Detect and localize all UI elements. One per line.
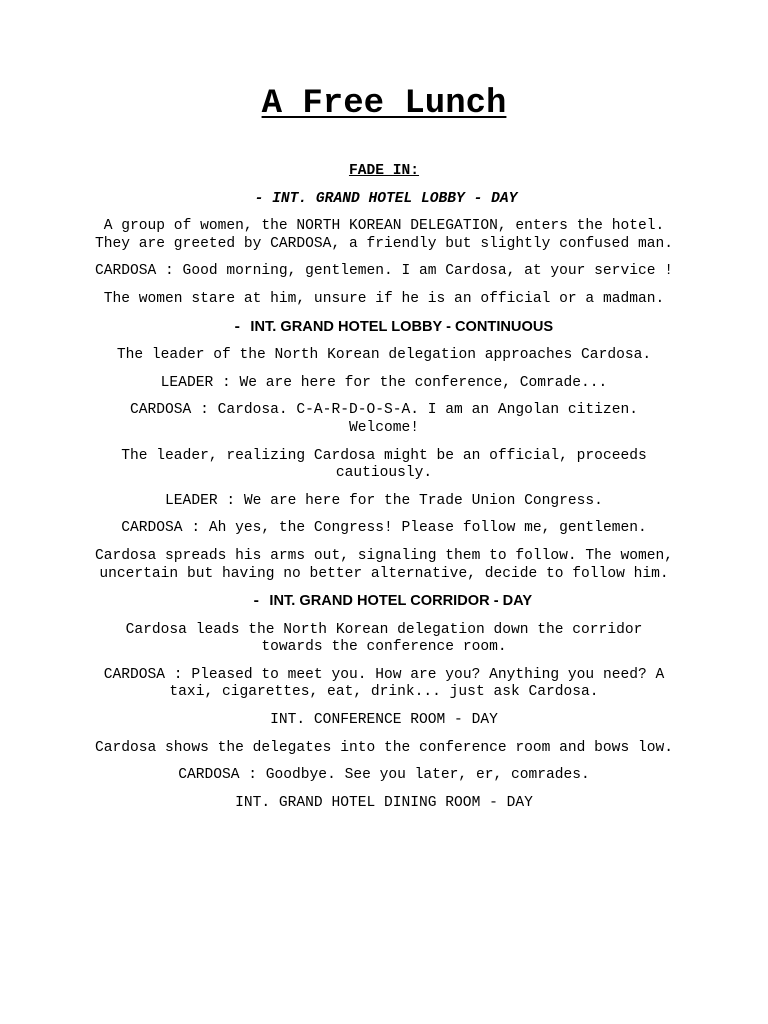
scene-heading-5: INT. GRAND HOTEL DINING ROOM - DAY bbox=[235, 794, 533, 811]
scene-heading-prefix: - bbox=[254, 190, 273, 207]
dialogue-line: CARDOSA : Ah yes, the Congress! Please follow me, gentlemen. bbox=[121, 520, 647, 537]
action-paragraph: Cardosa spreads his arms out, signaling them to follow. The women, uncertain but having no better alternative, decide to follow him. bbox=[94, 547, 673, 582]
scene-heading-text: INT. GRAND HOTEL LOBBY - DAY bbox=[272, 190, 518, 207]
action-paragraph: The leader, realizing Cardosa might be an official, proceeds cautiously. bbox=[121, 447, 647, 482]
scene-heading-prefix: - bbox=[251, 594, 270, 611]
page-title: A Free Lunch bbox=[261, 85, 507, 123]
fade-in-transition: FADE IN: bbox=[348, 163, 420, 179]
scene-heading-1 bbox=[92, 191, 676, 209]
scene-heading-4: INT. CONFERENCE ROOM - DAY bbox=[270, 712, 498, 729]
action-paragraph: The leader of the North Korean delegation approaches Cardosa. bbox=[116, 347, 652, 364]
action-paragraph: A group of women, the NORTH KOREAN DELEGATION, enters the hotel. They are greeted by CARDOSA, a friendly but slightly confused man. bbox=[94, 218, 673, 252]
dialogue-line: CARDOSA : Cardosa. C-A-R-D-O-S-A. I am an Angolan citizen. Welcome! bbox=[130, 402, 638, 436]
dialogue-line: LEADER : We are here for the Trade Union Congress. bbox=[165, 492, 603, 509]
dialogue-line: CARDOSA : Pleased to meet you. How are you? Anything you need? A taxi, cigarettes, eat, drink... just ask Cardosa. bbox=[103, 666, 665, 701]
action-paragraph: The women stare at him, unsure if he is an official or a madman. bbox=[103, 290, 665, 307]
action-paragraph: Cardosa shows the delegates into the conference room and bows low. bbox=[94, 739, 673, 756]
dialogue-line: CARDOSA : Goodbye. See you later, er, comrades. bbox=[178, 767, 590, 784]
scene-heading-text: INT. GRAND HOTEL LOBBY - CONTINUOUS bbox=[250, 318, 554, 335]
script-body bbox=[92, 163, 676, 822]
scene-heading-text: INT. GRAND HOTEL CORRIDOR - DAY bbox=[269, 593, 533, 610]
dialogue-line: CARDOSA : Good morning, gentlemen. I am Cardosa, at your service ! bbox=[94, 263, 673, 280]
action-paragraph: Cardosa leads the North Korean delegation down the corridor towards the conference room. bbox=[125, 621, 643, 656]
dialogue-line: LEADER : We are here for the conference, Comrade... bbox=[160, 374, 608, 391]
scene-heading-2 bbox=[92, 319, 676, 338]
scene-heading-prefix: - bbox=[232, 319, 251, 336]
scene-heading-3 bbox=[92, 593, 676, 612]
